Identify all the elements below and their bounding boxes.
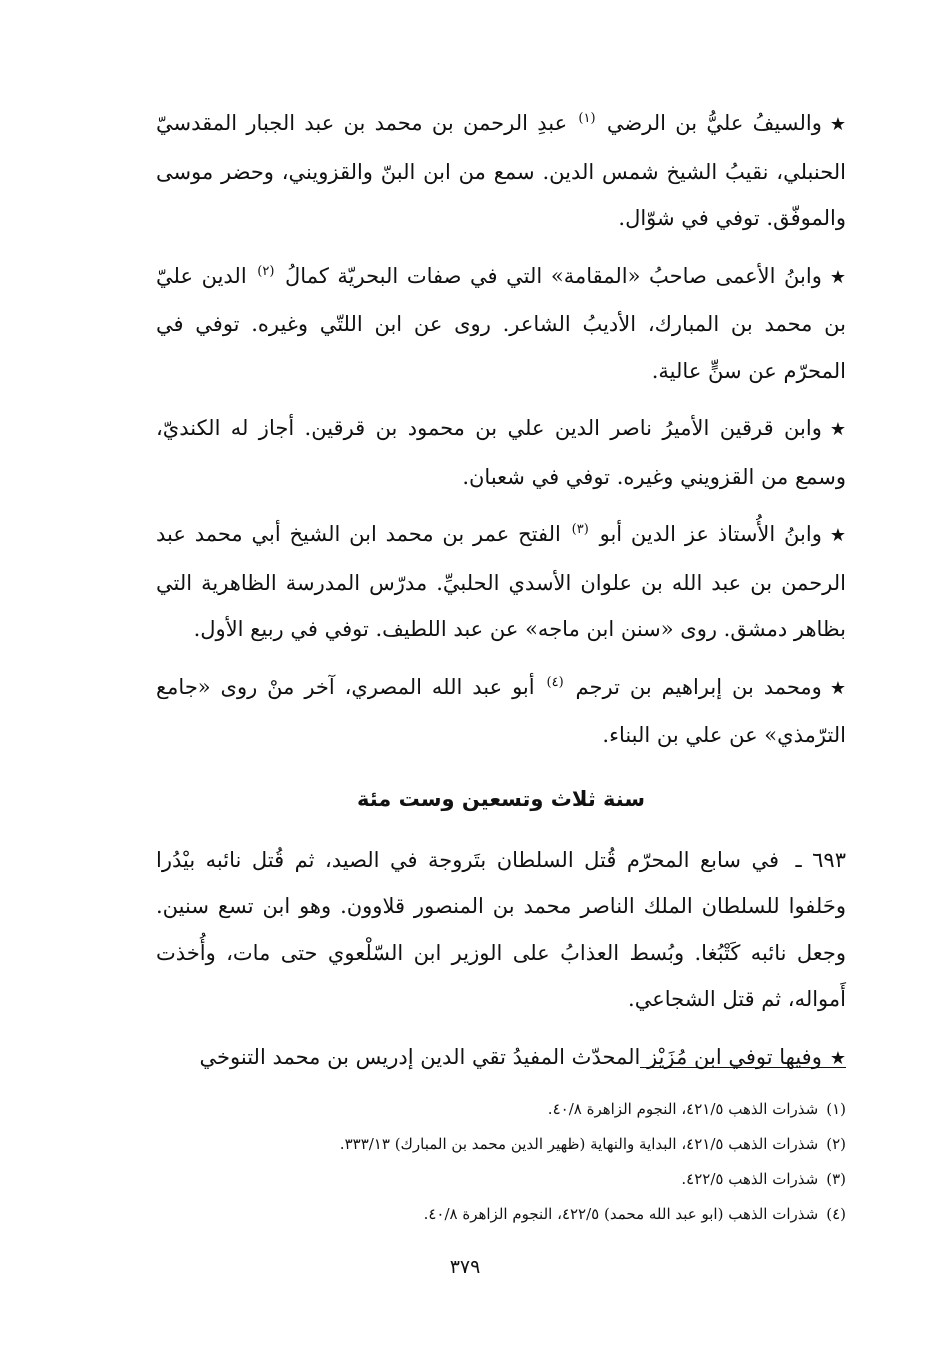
- footnote-separator: [640, 1067, 846, 1068]
- footnote-number: (٢): [826, 1135, 846, 1153]
- biography-entry: [156, 511, 846, 653]
- footnote-number: (٤): [826, 1205, 846, 1223]
- star-icon: ★: [829, 266, 846, 288]
- entry-text-start: وابنُ الأُستاذ عز الدين أبو: [599, 522, 822, 546]
- entry-text-start: والسيفُ عليُّ بن الرضي: [606, 111, 822, 135]
- entry-text-start: وابن قرقين الأميرُ ناصر الدين علي بن محمود بن قرقين. أجاز له الكنديّ، وسمع من القزويني وغيره. توفي في شعبان.: [156, 416, 846, 489]
- biography-entry: [156, 664, 846, 759]
- star-icon: ★: [829, 114, 846, 135]
- biography-entry: [156, 405, 846, 500]
- star-icon: ★: [829, 525, 846, 546]
- entry-text-end: الدين عليّ بن محمد بن المبارك، الأديبُ الشاعر. روى عن ابن اللتّي وغيره. توفي في المحرّم عن سنٍّ عالية.: [156, 263, 846, 383]
- entry-text-start: وابنُ الأعمى صاحبُ «المقامة» التي في صفات البحريّة كمالُ: [285, 263, 822, 288]
- footnote-text: شذرات الذهب ٤٢١/٥، البداية والنهاية (ظهير الدين محمد بن المبارك) ٣٣٣/١٣.: [339, 1135, 819, 1153]
- main-text: [156, 100, 846, 1093]
- biography-entry: [156, 100, 846, 242]
- entry-text-end: أبو عبد الله المصري، آخر منْ روى «جامع الترّمذي» عن علي بن البناء.: [156, 674, 846, 747]
- biography-entry: [156, 253, 846, 395]
- entry-text-end: عبدِ الرحمن بن محمد بن عبد الجبار المقدسيّ الحنبلي، نقيبُ الشيخ شمس الدين. سمع من ابن البنّ والقزويني، وحضر موسى والموفّق. توفي في شوّال.: [156, 111, 846, 230]
- footnote: [156, 1127, 846, 1162]
- star-icon: ★: [829, 419, 846, 440]
- entry-text-start: ومحمد بن إبراهيم بن ترجم: [575, 674, 822, 699]
- footnote-text: شذرات الذهب ٤٢٢/٥.: [681, 1170, 819, 1188]
- footnote-reference: (٤): [546, 674, 564, 690]
- footnotes: [156, 1092, 846, 1232]
- footnote: [156, 1162, 846, 1197]
- footnote-number: (١): [826, 1100, 846, 1118]
- entry-text-end: الفتح عمر بن محمد ابن الشيخ أبي محمد عبد الرحمن بن عبد الله بن علوان الأسدي الحلبيِّ. مدرّس المدرسة الظاهرية التي بظاهر دمشق. روى «سنن ابن ماجه» عن عبد اللطيف. توفي في ربيع الأول.: [156, 522, 846, 641]
- footnote-text: شذرات الذهب (ابو عبد الله محمد) ٤٢٢/٥، النجوم الزاهرة ٤٠/٨.: [423, 1205, 819, 1223]
- biography-entry: [156, 1034, 846, 1083]
- page-number: ٣٧٩: [449, 1256, 481, 1278]
- event-text: في سابع المحرّم قُتل السلطان بتَروجة في الصيد، ثم قُتل نائبه بيْدُرا وحَلفوا للسلطان الملك الناصر محمد بن المنصور قلاوون. وهو ابن تسع سنين. وجعل نائبه كَتْبُغا. وبُسط العذابُ على الوزير ابن السّلْعوي حتى مات، وأُخذت أَمواله، ثم قتل الشجاعي.: [156, 847, 846, 1011]
- star-icon: ★: [829, 677, 846, 699]
- footnote-reference: (١): [578, 111, 596, 126]
- footnote-number: (٣): [826, 1170, 846, 1188]
- footnote: [156, 1197, 846, 1232]
- event-number: ٦٩٣ ـ: [795, 847, 846, 872]
- footnote-text: شذرات الذهب ٤٢١/٥، النجوم الزاهرة ٤٠/٨.: [547, 1100, 819, 1118]
- entry-text-start: وفيها توفي ابن مُزَيْز المحدّث المفيدُ تقي الدين إدريس بن محمد التنوخي: [199, 1044, 822, 1069]
- footnote: [156, 1092, 846, 1127]
- event-entry: [156, 837, 846, 1023]
- year-heading: سنة ثلاث وتسعين وست مئة: [356, 786, 645, 811]
- star-icon: ★: [829, 1047, 846, 1069]
- footnote-reference: (٢): [257, 263, 275, 279]
- footnote-reference: (٣): [571, 522, 589, 537]
